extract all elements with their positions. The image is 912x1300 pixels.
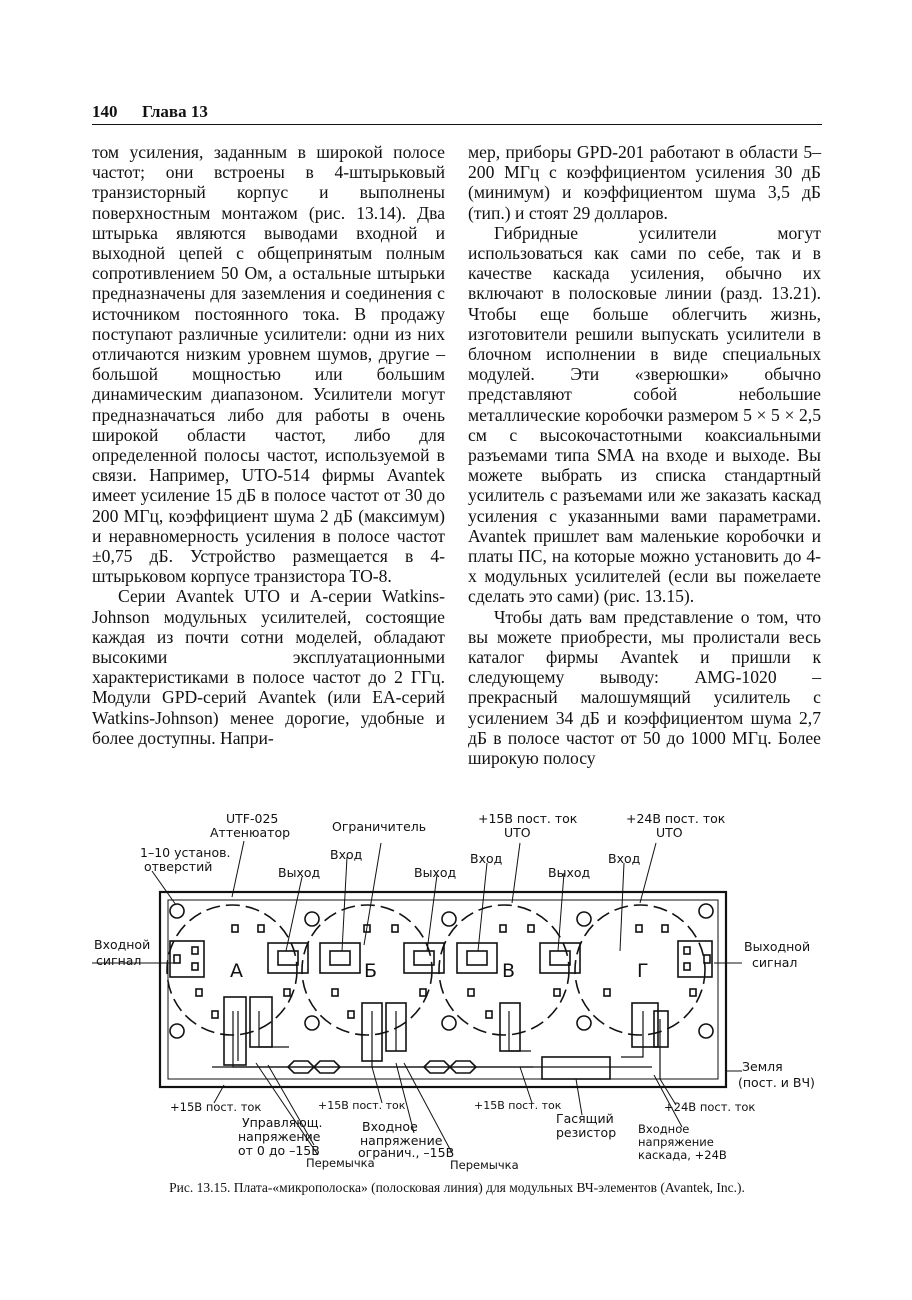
connector-pad — [684, 963, 690, 970]
mount-hole — [305, 1016, 319, 1030]
label-output-2: Выход — [414, 865, 457, 880]
dropping-resistor — [542, 1057, 610, 1079]
small-pad — [690, 989, 696, 996]
label-control-3: от 0 до –15В — [238, 1143, 320, 1158]
small-pad — [486, 1011, 492, 1018]
small-pad — [468, 989, 474, 996]
board-diagram — [92, 805, 822, 1175]
paragraph: Серии Avantek UTO и А-серии Watkins-Johnson модульных усилителей, состоящие каждая из почти сотни моделей, обладают высокими эксплуатационными характеристиками в полосе частот до 2 ГГц. Модули GPD-серий Avantek (или ЕА-серий Watkins-Johnson) менее дорогие, удобные и более доступны. Напри- — [92, 586, 445, 748]
label-p24-uto-2: UTO — [656, 825, 683, 840]
connector-pad — [192, 963, 198, 970]
label-lim-input-3: огранич., –15В — [358, 1145, 455, 1160]
label-p15-bottom-2: +15В пост. ток — [318, 1099, 406, 1112]
trace — [654, 1011, 668, 1047]
label-cascade-1: Входное — [638, 1122, 690, 1136]
label-ground-2: (пост. и ВЧ) — [738, 1075, 815, 1090]
trace — [224, 997, 246, 1065]
mount-hole — [442, 1016, 456, 1030]
mount-hole — [170, 904, 184, 918]
page-number: 140 — [92, 102, 118, 121]
left-column — [92, 142, 445, 748]
paragraph: мер, приборы GPD-201 работают в области 5–200 МГц с коэффициентом усиления 30 дБ (минимум) и коэффициентом шума 3,5 дБ (тип.) и стоят 29 долларов. — [468, 142, 821, 223]
label-holes-2: отверстий — [144, 859, 213, 874]
label-p24-bottom: +24В пост. ток — [664, 1100, 756, 1114]
small-pad — [528, 925, 534, 932]
paragraph: Гибридные усилители могут использоваться как сами по себе, так и в качестве каскада усиления, обычно их включают в полосковые линии (разд. 13.21). Чтобы еще больше облегчить жизнь, изготовители решили выпускать усилители в блочном исполнении в виде специальных модулей. Эти «зверюшки» обычно представляют собой небольшие металлические коробочки размером 5 × 5 × 2,5 см с высокочастотными коаксиальными разъемами типа SMA на входе и выходе. Вы можете выбрать из списка стандартный усилитель с разъемами или же заказать каскад усиления с указанными вами параметрами. Avantek пришлет вам маленькие коробочки и платы ПС, на которые можно установить до 4-х модульных усилителей (если вы пожелаете сделать это сами) (рис. 13.15). — [468, 222, 821, 607]
mount-hole — [577, 1016, 591, 1030]
connector-pad — [174, 955, 180, 963]
small-pad — [392, 925, 398, 932]
label-output-signal-2: сигнал — [752, 955, 798, 970]
label-p24-uto-1: +24В пост. ток — [626, 811, 726, 826]
stage-label-a: А — [230, 960, 243, 982]
figure-caption: Рис. 13.15. Плата-«микрополоска» (полосковая линия) для модульных ВЧ-элементов (Avantek, Inc.). — [169, 1180, 745, 1195]
module-pad — [330, 951, 350, 965]
label-output-3: Выход — [548, 865, 591, 880]
paragraph: Чтобы дать вам представление о том, что вы можете приобрести, мы пролистали весь каталог фирмы Avantek и пришли к следующему выводу: AMG-1020 – прекрасный малошумящий усилитель с усилением 34 дБ и коэффициентом шума 2,7 дБ в полосе частот от 50 до 1000 МГц. Более широкую полосу — [468, 606, 821, 769]
label-attenuator: Аттенюатор — [210, 825, 291, 840]
small-pad — [258, 925, 264, 932]
mount-hole — [699, 904, 713, 918]
module-socket — [320, 943, 360, 973]
label-p15-bottom-3: +15В пост. ток — [474, 1099, 562, 1112]
module-socket — [457, 943, 497, 973]
bus-trace — [259, 1011, 289, 1047]
right-column — [468, 142, 821, 768]
label-input-signal-1: Входной — [94, 937, 151, 952]
label-p15-uto-1: +15В пост. ток — [478, 811, 578, 826]
mount-hole — [577, 912, 591, 926]
label-utf025: UTF-025 — [226, 811, 279, 826]
page-header — [92, 98, 822, 125]
label-input-2: Вход — [470, 851, 503, 866]
connector-pad — [192, 947, 198, 954]
label-control-1: Управляющ. — [242, 1115, 323, 1130]
trace — [500, 1003, 520, 1051]
small-pad — [212, 1011, 218, 1018]
label-output-1: Выход — [278, 865, 321, 880]
small-pad — [500, 925, 506, 932]
module-pad — [467, 951, 487, 965]
small-pad — [636, 925, 642, 932]
small-pad — [232, 925, 238, 932]
small-pad — [604, 989, 610, 996]
output-connector — [678, 941, 712, 977]
mount-hole — [442, 912, 456, 926]
label-cascade-3: каскада, +24В — [638, 1148, 727, 1162]
mount-hole — [305, 912, 319, 926]
label-input-1: Вход — [330, 847, 363, 862]
mount-hole — [170, 1024, 184, 1038]
label-lim-input-2: напряжение — [360, 1133, 443, 1148]
paragraph: том усиления, заданным в широкой полосе частот; они встроены в 4-штырьковый транзисторный корпус и выполнены поверхностным монтажом (рис. 13.14). Два штырька являются выводами входной и выходной цепей с общепринятым полным сопротивлением 50 Ом, а остальные штырьки предназначены для заземления и соединения с источником постоянного тока. В продажу поступают различные усилители: одни из них отличаются низким уровнем шумов, другие – большой мощностью или большим динамическим диапазоном. Усилители могут предназначаться либо для работы в очень широкой области частот, либо для определенной полосы частот, используемой в связи. Например, UTO-514 фирмы Avantek имеет усиление 15 дБ в полосе частот от 30 до 200 МГц, коэффициент шума 2 дБ (максимум) и неравномерность усиления в полосе частот ±0,75 дБ. Устройство размещается в 4-штырьковом корпусе транзистора ТО-8. — [92, 142, 445, 587]
chapter-title: Глава 13 — [142, 102, 208, 121]
mount-hole — [699, 1024, 713, 1038]
module-socket — [404, 943, 444, 973]
label-p15-bottom-1: +15В пост. ток — [170, 1100, 262, 1114]
bus-trace — [233, 1011, 533, 1067]
label-jumper-1: Перемычка — [306, 1156, 375, 1170]
label-control-2: напряжение — [238, 1129, 321, 1144]
label-cascade-2: напряжение — [638, 1135, 714, 1149]
input-connector — [170, 941, 204, 977]
small-pad — [332, 989, 338, 996]
small-pad — [196, 989, 202, 996]
trace — [250, 997, 272, 1047]
small-pad — [554, 989, 560, 996]
small-pad — [662, 925, 668, 932]
label-input-3: Вход — [608, 851, 641, 866]
label-limiter: Ограничитель — [332, 819, 427, 834]
connector-pad — [704, 955, 710, 963]
circuit-board-figure — [92, 805, 822, 1175]
label-lim-input-1: Входное — [362, 1119, 418, 1134]
module-socket — [540, 943, 580, 973]
stage-label-b: Б — [364, 960, 378, 982]
label-resistor-1: Гасящий — [556, 1111, 614, 1126]
connector-pad — [684, 947, 690, 954]
small-pad — [420, 989, 426, 996]
label-jumper-2: Перемычка — [450, 1158, 519, 1172]
small-pad — [284, 989, 290, 996]
small-pad — [348, 1011, 354, 1018]
label-resistor-2: резистор — [556, 1125, 617, 1140]
label-input-signal-2: сигнал — [96, 953, 142, 968]
label-holes-1: 1–10 установ. — [140, 845, 231, 860]
label-p15-uto-2: UTO — [504, 825, 531, 840]
label-output-signal-1: Выходной — [744, 939, 811, 954]
stage-label-g: Г — [637, 960, 649, 982]
stage-label-v: В — [502, 960, 516, 982]
label-ground-1: Земля — [742, 1059, 783, 1074]
